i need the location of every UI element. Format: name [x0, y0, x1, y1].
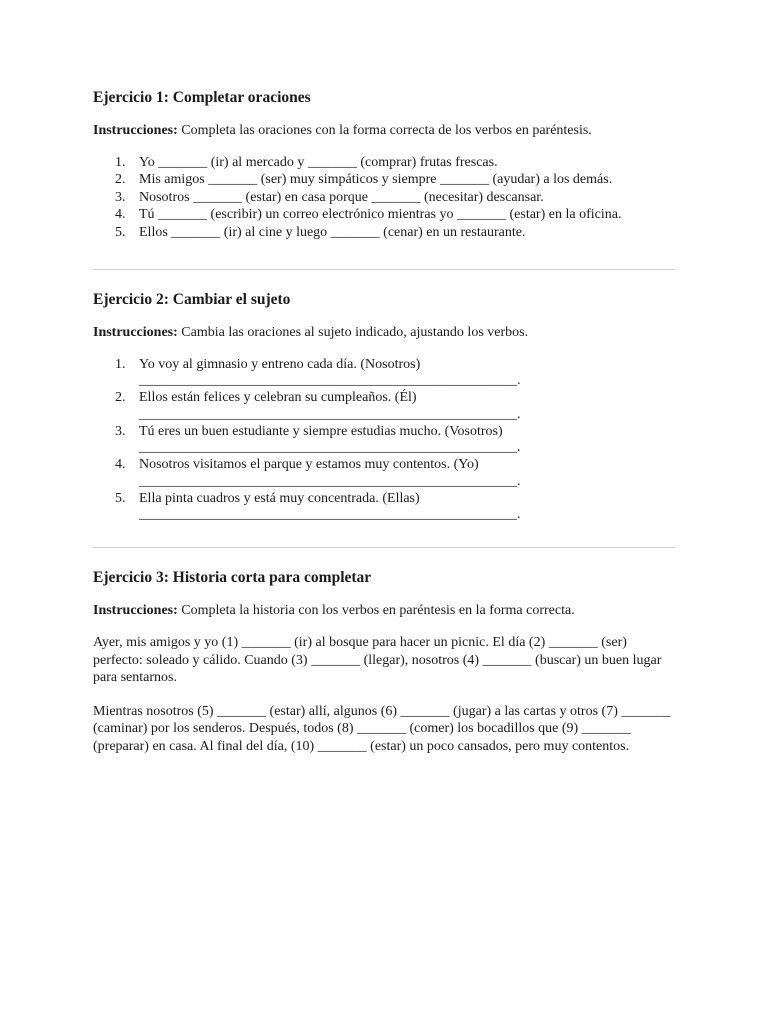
item-number: 5. [115, 224, 126, 240]
exercise-1-list [93, 154, 675, 241]
item-number: 3. [115, 423, 126, 439]
answer-line[interactable]: ______________________________________________________. [139, 406, 521, 422]
story-paragraph-2: Mientras nosotros (5) _______ (estar) allí, algunos (6) _______ (jugar) a las cartas y otros (7) _______ (caminar) por los senderos. Después, todos (8) _______ (comer) los bocadillos que (9) _______ (preparar) en casa. Al final del día, (10) _______ (estar) un poco cansados, pero muy contentos. [93, 703, 671, 755]
item-text: Nosotros visitamos el parque y estamos muy contentos. (Yo) [139, 457, 479, 473]
answer-line[interactable]: ______________________________________________________. [139, 473, 521, 489]
item-number: 4. [115, 457, 126, 473]
exercise-2-instructions [93, 324, 675, 342]
answer-line[interactable]: ______________________________________________________. [139, 507, 521, 523]
exercise-2-list [93, 356, 675, 523]
list-item [93, 456, 675, 489]
item-text: Yo voy al gimnasio y entreno cada día. (Nosotros) [139, 357, 421, 373]
list-item [93, 206, 675, 223]
list-item [93, 189, 675, 206]
item-number: 2. [115, 390, 126, 406]
item-text: Nosotros _______ (estar) en casa porque _______ (necesitar) descansar. [139, 189, 544, 205]
instructions-text: Completa la historia con los verbos en paréntesis en la forma correcta. [177, 603, 575, 619]
exercise-1-instructions [93, 122, 675, 140]
exercise-2 [93, 290, 675, 523]
instructions-label: Instrucciones: [93, 603, 178, 619]
item-text: Tú eres un buen estudiante y siempre estudias mucho. (Vosotros) [139, 423, 503, 439]
item-text: Yo _______ (ir) al mercado y _______ (comprar) frutas frescas. [139, 155, 498, 170]
instructions-label: Instrucciones: [93, 325, 178, 341]
section-divider [93, 547, 675, 548]
section-divider [93, 269, 675, 270]
list-item [93, 171, 675, 188]
answer-line[interactable]: ______________________________________________________. [139, 373, 521, 389]
list-item [93, 154, 675, 171]
exercise-3 [93, 568, 675, 756]
exercise-3-title: Ejercicio 3: Historia corta para completar [93, 569, 372, 587]
worksheet [93, 88, 675, 756]
item-text: Tú _______ (escribir) un correo electrónico mientras yo _______ (estar) en la oficina. [139, 207, 622, 223]
item-number: 2. [115, 172, 126, 188]
item-number: 4. [115, 207, 126, 223]
item-text: Ellos _______ (ir) al cine y luego _______ (cenar) en un restaurante. [139, 224, 526, 240]
item-number: 3. [115, 189, 126, 205]
item-number: 1. [115, 155, 126, 170]
item-text: Mis amigos _______ (ser) muy simpáticos y siempre _______ (ayudar) a los demás. [139, 172, 613, 188]
exercise-2-title: Ejercicio 2: Cambiar el sujeto [93, 291, 291, 309]
list-item [93, 389, 675, 422]
instructions-text: Completa las oraciones con la forma correcta de los verbos en paréntesis. [177, 123, 592, 138]
exercise-1-title: Ejercicio 1: Completar oraciones [93, 89, 311, 106]
answer-line[interactable]: ______________________________________________________. [139, 440, 521, 456]
list-item [93, 423, 675, 456]
item-number: 1. [115, 357, 126, 373]
exercise-3-instructions [93, 602, 675, 620]
item-text: Ellos están felices y celebran su cumpleaños. (Él) [139, 390, 417, 406]
list-item [93, 224, 675, 241]
item-text: Ella pinta cuadros y está muy concentrada. (Ellas) [139, 490, 420, 506]
instructions-text: Cambia las oraciones al sujeto indicado, ajustando los verbos. [177, 325, 529, 341]
list-item [93, 490, 675, 523]
list-item [93, 356, 675, 389]
story-paragraph-1: Ayer, mis amigos y yo (1) _______ (ir) al bosque para hacer un picnic. El día (2) _______ (ser) perfecto: soleado y cálido. Cuando (3) _______ (llegar), nosotros (4) _______ (buscar) un buen lugar para sentarnos. [93, 635, 662, 686]
item-number: 5. [115, 490, 126, 506]
exercise-1 [93, 88, 675, 241]
instructions-label: Instrucciones: [93, 123, 178, 138]
